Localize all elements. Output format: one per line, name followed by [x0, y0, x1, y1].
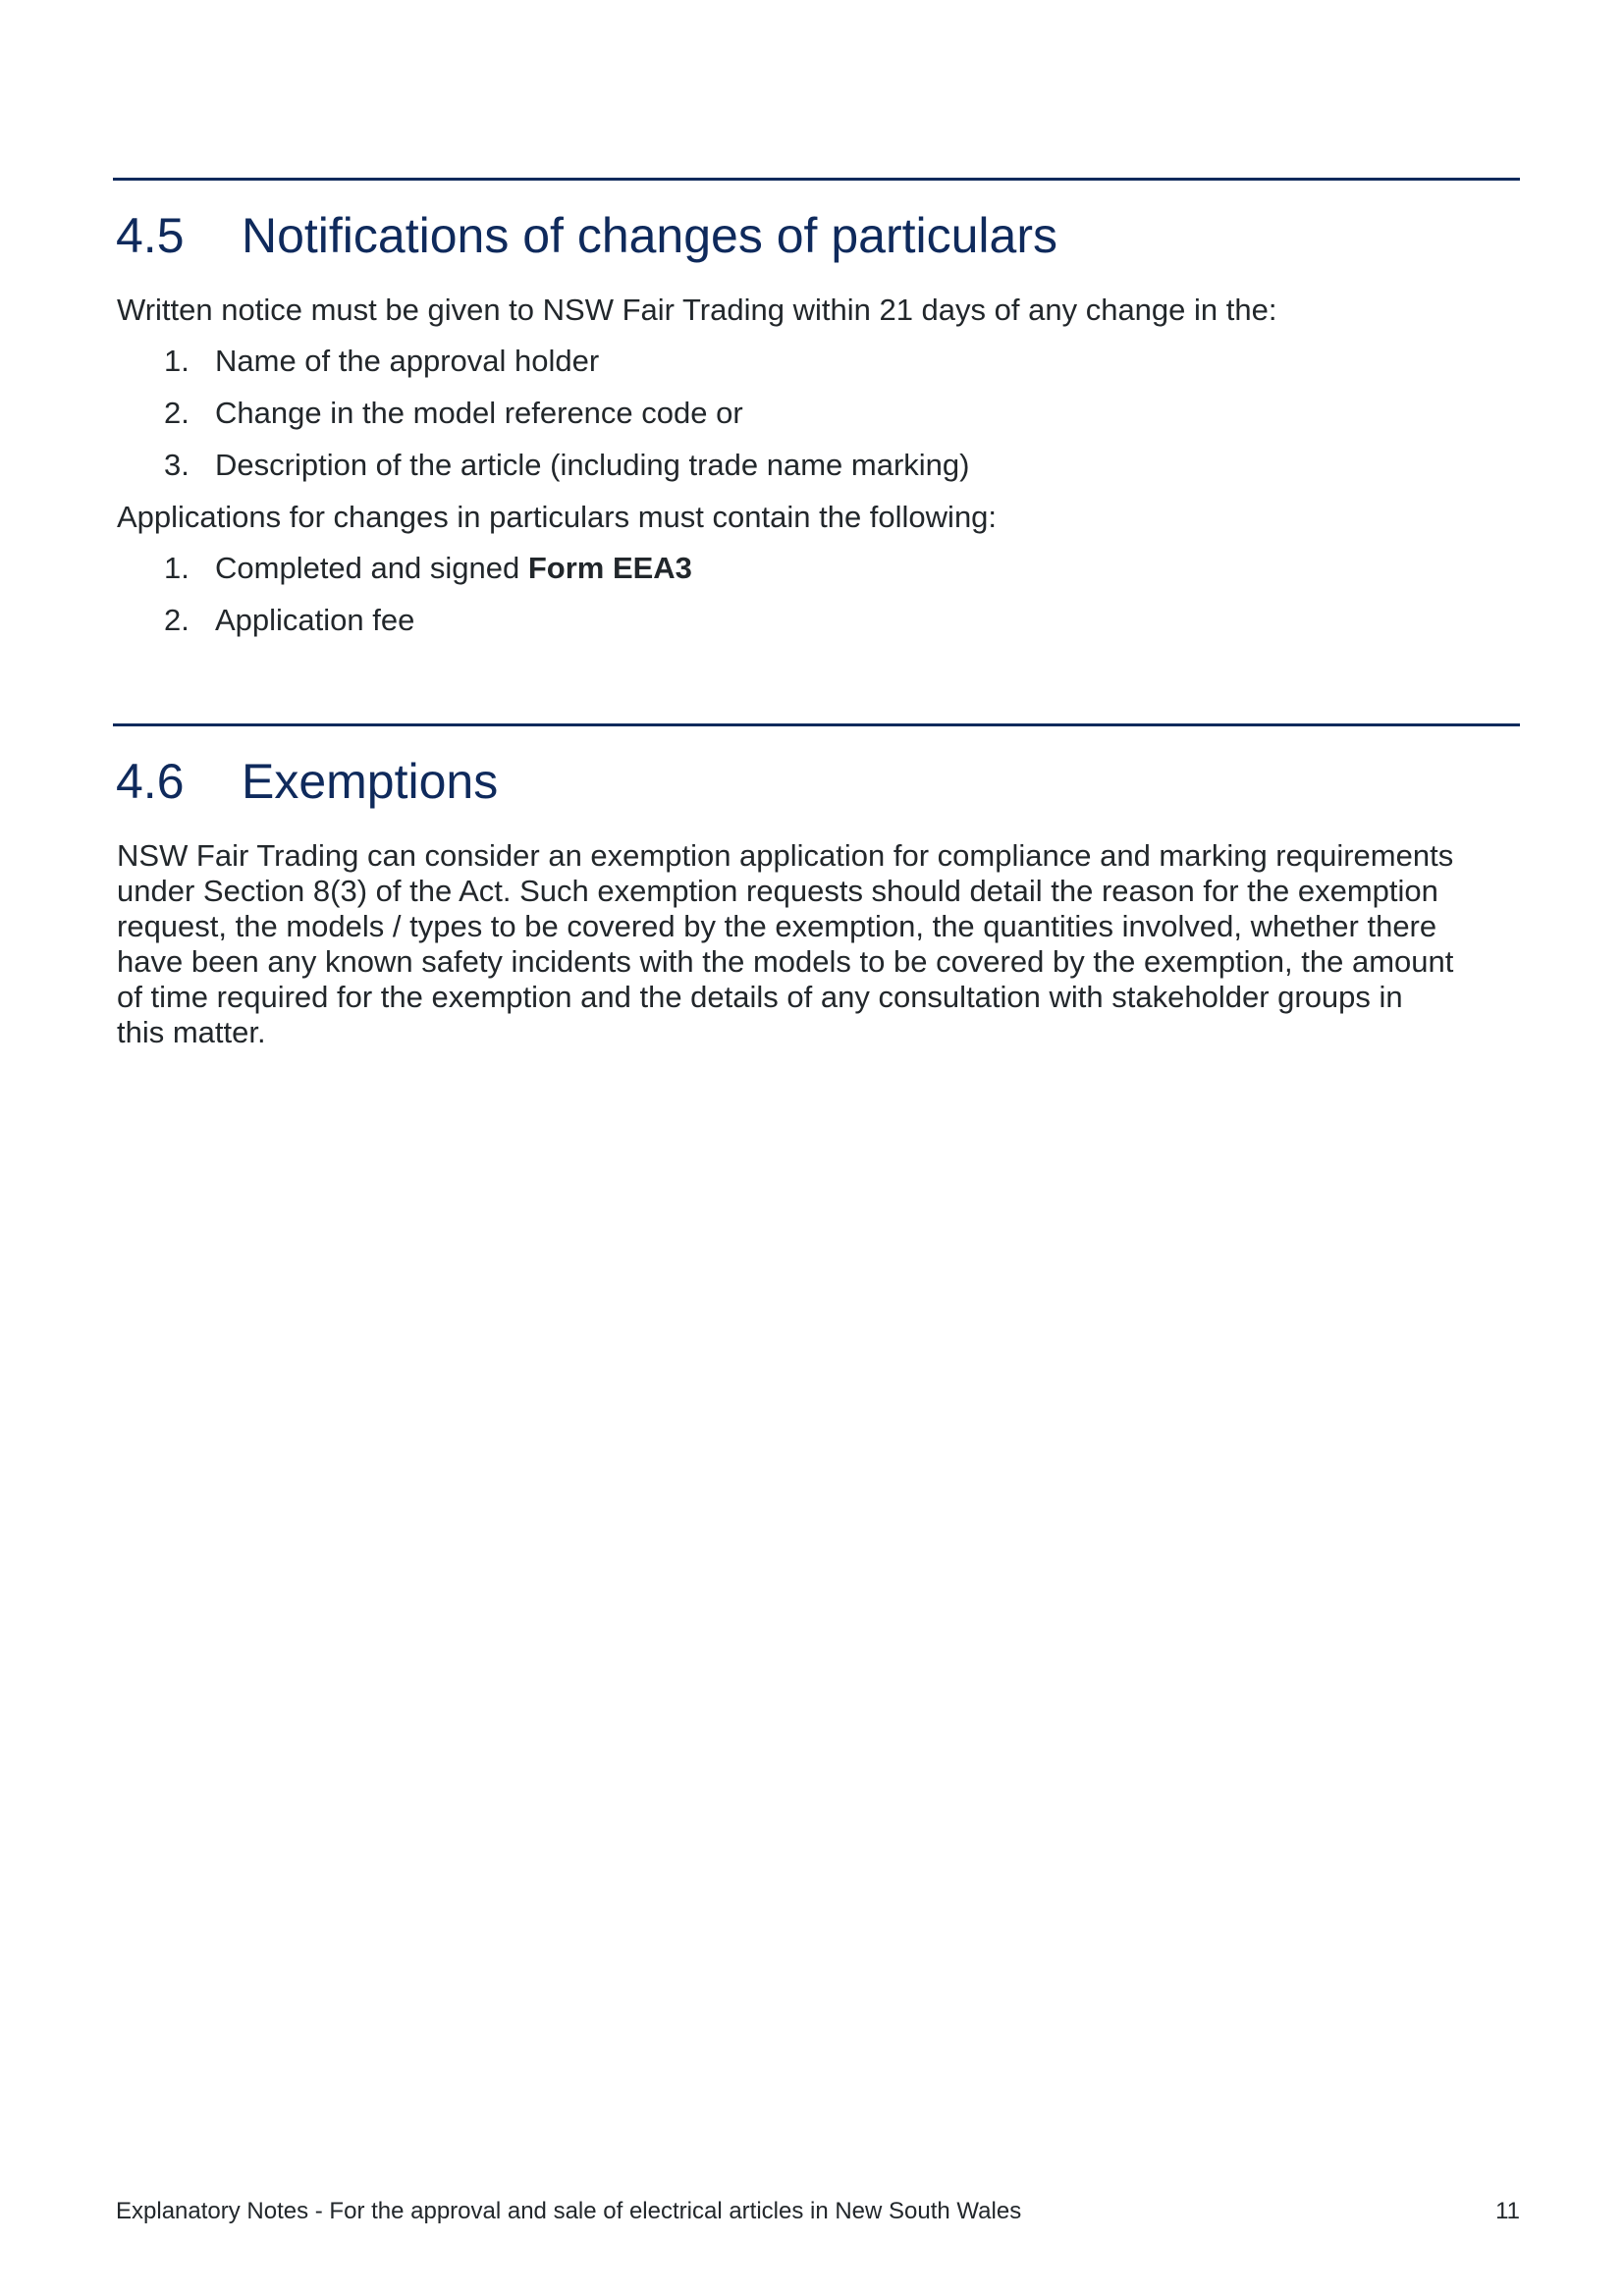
paragraph-line: this matter. — [117, 1015, 266, 1049]
list-item — [113, 448, 1520, 483]
list-text: Name of the approval holder — [215, 344, 600, 378]
paragraph-line: have been any known safety incidents with the models to be covered by the exemption, the amount — [117, 944, 1454, 979]
footer-title: Explanatory Notes - For the approval and sale of electrical articles in New South Wales — [116, 2198, 1022, 2224]
applications-paragraph: Applications for changes in particulars must contain the following: — [117, 500, 998, 534]
section-4-6 — [113, 723, 1520, 1050]
section-divider — [113, 723, 1520, 726]
requirements-list — [113, 551, 1520, 638]
section-4-5 — [113, 178, 1520, 638]
list-text-wrap — [215, 551, 692, 586]
page-footer — [116, 2197, 1520, 2226]
section-title: Exemptions — [242, 754, 499, 809]
section-heading — [116, 752, 1520, 811]
section-number: 4.5 — [116, 208, 185, 263]
list-item — [113, 551, 1520, 586]
paragraph-line: under Section 8(3) of the Act. Such exemption requests should detail the reason for the exemption — [117, 874, 1438, 908]
paragraph-line: request, the models / types to be covered by the exemption, the quantities involved, whether there — [117, 909, 1437, 943]
section-number: 4.6 — [116, 754, 185, 809]
list-item — [113, 344, 1520, 379]
list-number: 2. — [164, 603, 189, 637]
list-number: 3. — [164, 448, 189, 482]
section-title: Notifications of changes of particulars — [242, 208, 1057, 263]
list-number: 1. — [164, 551, 189, 585]
list-text: Change in the model reference code or — [215, 396, 743, 430]
exemptions-paragraph — [113, 838, 1520, 1050]
section-heading — [116, 206, 1520, 265]
list-number: 2. — [164, 396, 189, 430]
list-text: Description of the article (including trade name marking) — [215, 448, 970, 482]
list-item — [113, 396, 1520, 431]
changes-list — [113, 344, 1520, 483]
paragraph-line: of time required for the exemption and the details of any consultation with stakeholder groups in — [117, 980, 1403, 1014]
form-name: Form EEA3 — [527, 551, 692, 585]
list-text: Application fee — [215, 603, 415, 637]
list-text: Completed and signed — [215, 551, 528, 585]
page-number: 11 — [1495, 2198, 1520, 2224]
list-item — [113, 603, 1520, 638]
list-number: 1. — [164, 344, 189, 378]
intro-paragraph: Written notice must be given to NSW Fair Trading within 21 days of any change in the: — [117, 293, 1277, 327]
paragraph-line: NSW Fair Trading can consider an exemption application for compliance and marking requirements — [117, 838, 1454, 873]
section-divider — [113, 178, 1520, 181]
